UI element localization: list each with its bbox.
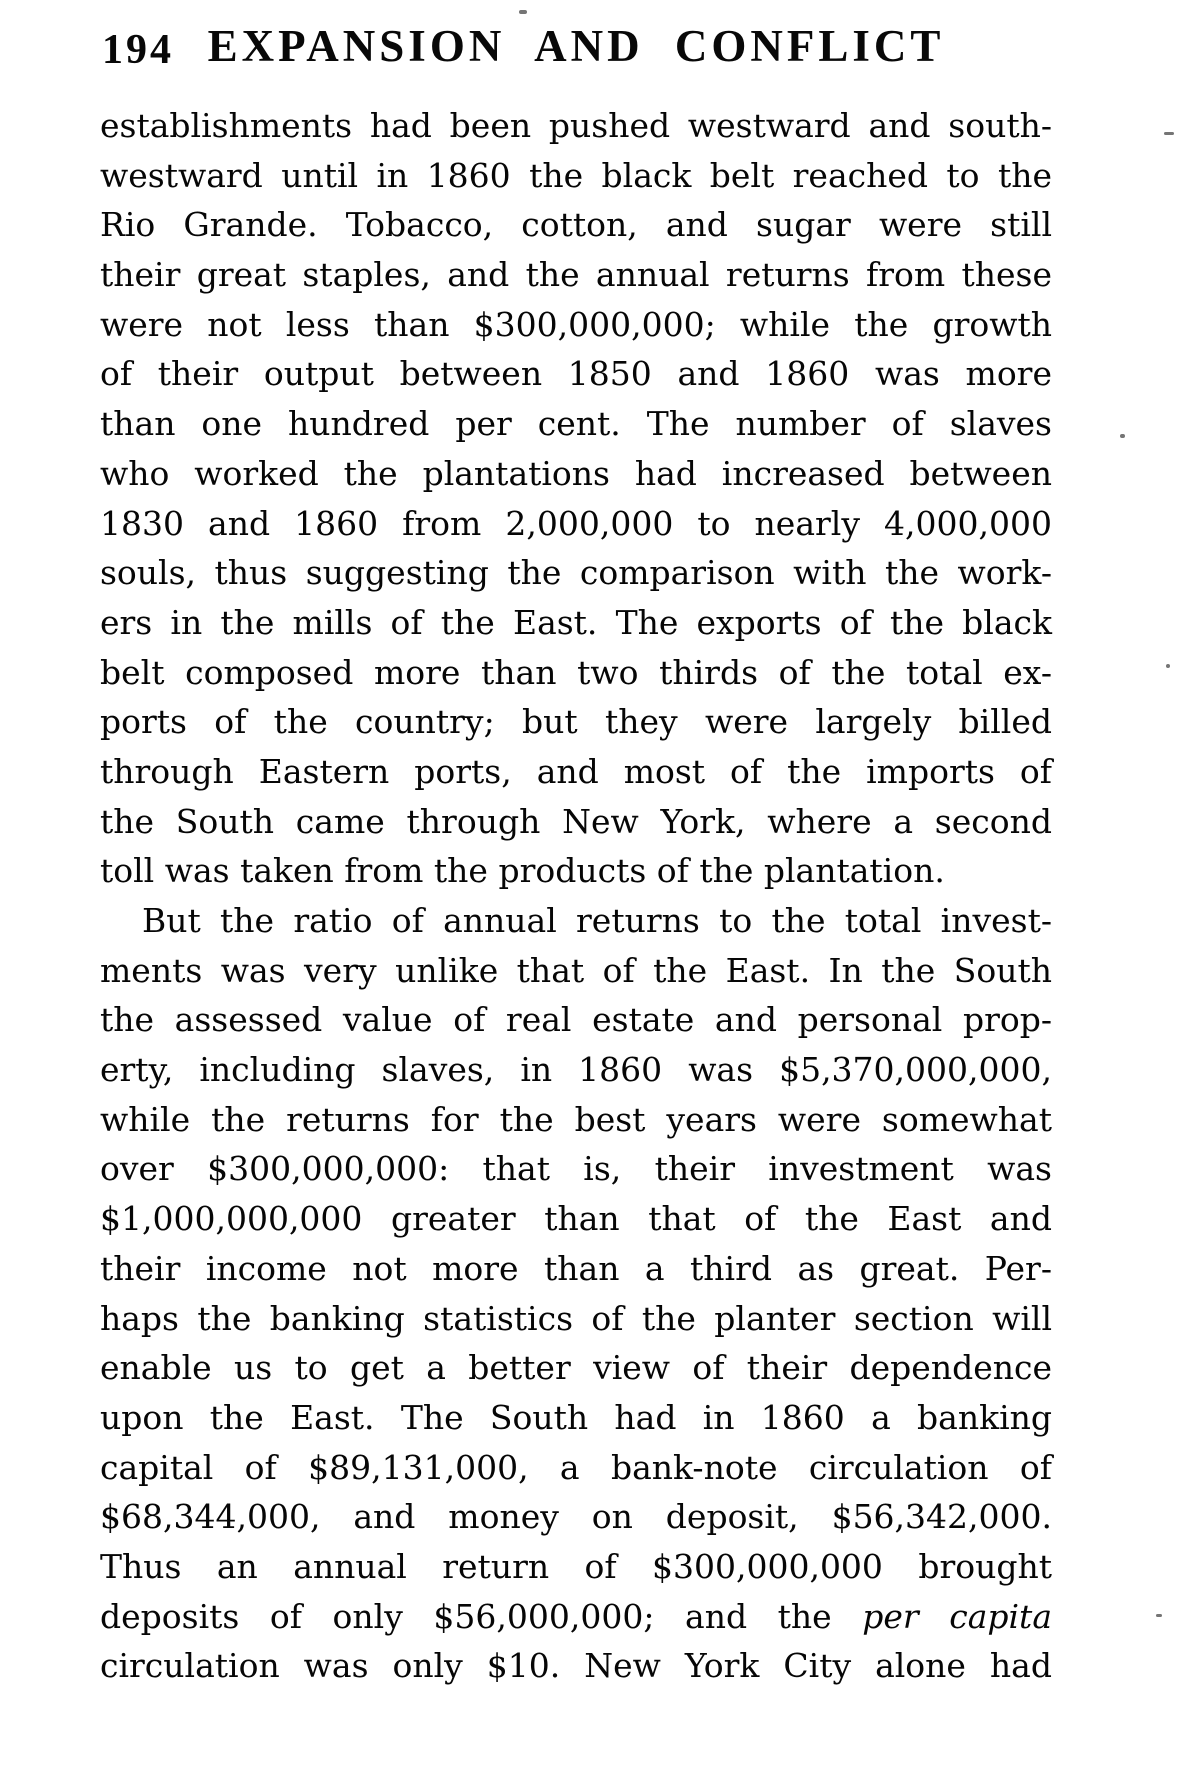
text-segment: upon the East. The South had in 1860 a banking <box>100 1397 1052 1437</box>
text-segment: circulation was only $10. New York City alone had <box>100 1646 1052 1686</box>
text-line <box>100 648 1052 698</box>
text-line <box>100 548 1052 598</box>
text-line <box>100 300 1052 350</box>
scan-speck <box>1166 664 1170 668</box>
text-segment: over $300,000,000: that is, their investment was <box>100 1149 1052 1189</box>
text-segment: than one hundred per cent. The number of slaves <box>100 404 1052 444</box>
running-title: EXPANSION AND CONFLICT <box>207 21 945 71</box>
scan-speck <box>1120 434 1125 438</box>
text-segment: westward until in 1860 the black belt reached to the <box>100 155 1052 195</box>
text-line <box>100 1244 1052 1294</box>
text-segment: toll was taken from the products of the plantation. <box>100 851 945 891</box>
text-segment: deposits of only $56,000,000; and the <box>100 1596 863 1636</box>
text-segment: their income not more than a third as great. Per- <box>100 1248 1052 1288</box>
text-line <box>100 1294 1052 1344</box>
scan-speck <box>1164 132 1174 135</box>
text-segment: of their output between 1850 and 1860 was more <box>100 354 1052 394</box>
text-line <box>100 1393 1052 1443</box>
text-segment: the assessed value of real estate and personal prop- <box>100 1000 1052 1040</box>
text-line <box>100 499 1052 549</box>
text-segment: enable us to get a better view of their dependence <box>100 1348 1052 1388</box>
text-line <box>100 399 1052 449</box>
text-segment: their great staples, and the annual returns from these <box>100 255 1052 295</box>
scan-speck <box>519 10 527 14</box>
text-line <box>100 349 1052 399</box>
text-line <box>100 1641 1052 1691</box>
text-line <box>100 1144 1052 1194</box>
text-line <box>100 1592 1052 1642</box>
text-line <box>100 1045 1052 1095</box>
text-line <box>100 1194 1052 1244</box>
text-segment: the South came through New York, where a second <box>100 801 1052 841</box>
text-segment: $1,000,000,000 greater than that of the East and <box>100 1199 1052 1239</box>
text-line <box>100 846 1052 896</box>
text-segment: ments was very unlike that of the East. In the South <box>100 950 1052 990</box>
text-segment: ers in the mills of the East. The exports of the black <box>100 602 1052 642</box>
text-line <box>100 250 1052 300</box>
body-text <box>100 101 1052 1691</box>
text-segment: belt composed more than two thirds of the total ex- <box>100 652 1052 692</box>
text-line <box>100 101 1052 151</box>
text-line <box>100 200 1052 250</box>
scan-speck <box>1156 1614 1162 1617</box>
text-segment: Thus an annual return of $300,000,000 brought <box>100 1546 1052 1586</box>
text-line <box>100 797 1052 847</box>
text-segment: were not less than $300,000,000; while the growth <box>100 304 1052 344</box>
text-segment: ports of the country; but they were largely billed <box>100 702 1052 742</box>
text-line <box>100 896 1052 946</box>
text-line <box>100 1542 1052 1592</box>
text-line <box>100 1443 1052 1493</box>
text-line <box>100 1492 1052 1542</box>
text-line <box>100 946 1052 996</box>
text-segment: $68,344,000, and money on deposit, $56,342,000. <box>100 1497 1052 1537</box>
text-line <box>100 995 1052 1045</box>
text-line <box>100 151 1052 201</box>
text-segment: while the returns for the best years were somewhat <box>100 1099 1052 1139</box>
text-segment: who worked the plantations had increased between <box>100 453 1052 493</box>
text-segment: erty, including slaves, in 1860 was $5,370,000,000, <box>100 1050 1052 1090</box>
text-line <box>100 697 1052 747</box>
text-segment: But the ratio of annual returns to the total invest- <box>142 901 1052 940</box>
page-number: 194 <box>102 27 174 73</box>
text-line <box>100 1095 1052 1145</box>
text-segment: Rio Grande. Tobacco, cotton, and sugar were still <box>100 205 1052 245</box>
page-header <box>100 20 1052 76</box>
text-line <box>100 1343 1052 1393</box>
text-segment: establishments had been pushed westward and south- <box>100 106 1052 145</box>
text-segment: haps the banking statistics of the planter section will <box>100 1298 1052 1338</box>
text-segment: capital of $89,131,000, a bank-note circulation of <box>100 1447 1052 1487</box>
text-line <box>100 747 1052 797</box>
text-segment: 1830 and 1860 from 2,000,000 to nearly 4,000,000 <box>100 503 1052 543</box>
text-line <box>100 449 1052 499</box>
text-line <box>100 598 1052 648</box>
text-segment: souls, thus suggesting the comparison with the work- <box>100 553 1052 593</box>
text-segment: through Eastern ports, and most of the imports of <box>100 751 1052 791</box>
italic-text: per capita <box>862 1596 1052 1636</box>
